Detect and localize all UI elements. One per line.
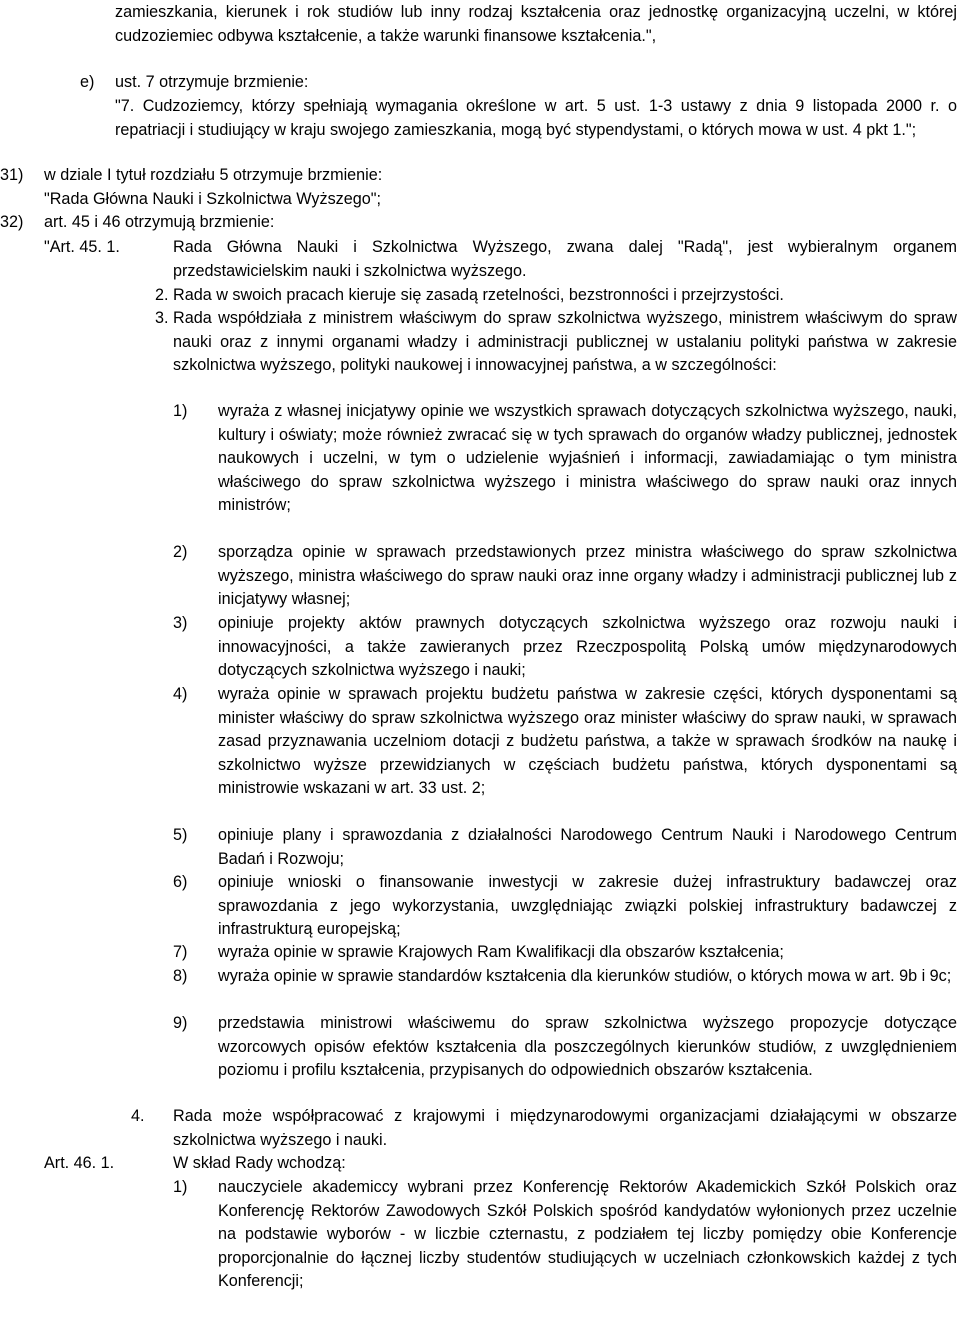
point-number: 2): [173, 543, 188, 561]
item-e-quote: "7. Cudzoziemcy, którzy spełniają wymagania określone w art. 5 ust. 1-3 ustawy z dnia 9 listopada 2000 r. o repatriacji i studiujący w kraju swojego zamieszkania, mogą być stypendystami, o których mowa w ust. 4 pkt 1.";: [115, 97, 957, 139]
point-text: opiniuje wnioski o finansowanie inwestycji w zakresie dużej infrastruktury badawczej oraz sprawozdania z jego wykorzystania, uwzględniając związki polskiej infrastruktury badawczej z infrastrukturą europejską;: [218, 873, 957, 938]
point-number: 7): [173, 943, 188, 961]
article-45-label: "Art. 45. 1.: [44, 238, 120, 256]
paragraph-continuation: zamieszkania, kierunek i rok studiów lub inny rodzaj kształcenia oraz jednostkę organizacyjną uczelni, w której cudzoziemiec odbywa kształcenie, a także warunki finansowe kształcenia.",: [115, 3, 957, 45]
point-number: 1): [173, 402, 188, 420]
article-46-paragraph-1: W skład Rady wchodzą:: [173, 1154, 346, 1172]
point-text: wyraża opinie w sprawie standardów kształcenia dla kierunków studiów, o których mowa w art. 9b i 9c;: [218, 967, 952, 985]
point-text: nauczyciele akademiccy wybrani przez Konferencję Rektorów Akademickich Szkół Polskich oraz Konferencję Rektorów Zawodowych Szkół Polskich spośród kandydatów wyłonionych przez uczelnie na podstawie wyborów - w liczbie czternastu, z podziałem tej liczby pomiędzy obie Konferencje proporcjonalnie do łącznej liczby studentów studiujących w uczelniach członkowskich każdej z tych Konferencji;: [218, 1178, 957, 1290]
item-31-quote: "Rada Główna Nauki i Szkolnictwa Wyższego";: [44, 190, 382, 208]
point-text: wyraża opinie w sprawach projektu budżetu państwa w zakresie części, których dysponentami są minister właściwy do spraw szkolnictwa wyższego oraz minister właściwy do spraw nauki, w sprawach zasad przyznawania uczelniom dotacji z budżetu państwa, a także w sprawach środków na naukę i szkolnictwo wyższe przewidzianych w częściach budżetu państwa, których dysponentami są ministrowie wskazani w art. 33 ust. 2;: [218, 685, 957, 797]
point-number: 1): [173, 1178, 188, 1196]
point-number: 4): [173, 685, 188, 703]
paragraph-number-4: 4.: [131, 1107, 145, 1125]
point-number: 6): [173, 873, 188, 891]
item-32-text: art. 45 i 46 otrzymują brzmienie:: [44, 213, 275, 231]
point-text: wyraża z własnej inicjatywy opinie we wszystkich sprawach dotyczących szkolnictwa wyższego, nauki, kultury i oświaty; może również zwracać się w tych sprawach do organów władzy publicznej, jednostek naukowych i uczelni, w tym o udzielenie wyjaśnień i informacji, zawiadamiając o tym ministra właściwego do spraw szkolnictwa wyższego i ministra właściwego do spraw nauki oraz innych ministrów;: [218, 402, 957, 514]
point-text: sporządza opinie w sprawach przedstawionych przez ministra właściwego do spraw szkolnictwa wyższego, ministra właściwego do spraw nauki oraz inne organy władzy i administracji publicznej lub z inicjatywy własnej;: [218, 543, 957, 608]
point-number: 5): [173, 826, 188, 844]
article-45-paragraph-1: Rada Główna Nauki i Szkolnictwa Wyższego, zwana dalej "Radą", jest wybieralnym organem przedstawicielskim nauki i szkolnictwa wyższego.: [173, 238, 957, 280]
paragraph-number-3: 3.: [155, 309, 169, 327]
article-45-paragraph-4: Rada może współpracować z krajowymi i międzynarodowymi organizacjami działającymi w obszarze szkolnictwa wyższego i nauki.: [173, 1107, 957, 1149]
point-text: wyraża opinie w sprawie Krajowych Ram Kwalifikacji dla obszarów kształcenia;: [218, 943, 784, 961]
point-text: przedstawia ministrowi właściwemu do spraw szkolnictwa wyższego propozycje dotyczące wzorcowych opisów efektów kształcenia dla poszczególnych kierunków studiów, z uwzględnieniem poziomu i profilu kształcenia, przypisanych do odpowiednich obszarów kształcenia.: [218, 1014, 957, 1079]
article-45-paragraph-3: Rada współdziała z ministrem właściwym do spraw szkolnictwa wyższego, ministrem właściwym do spraw nauki oraz z innymi organami władzy i administracji publicznej w ustalaniu polityki państwa w zakresie szkolnictwa wyższego, polityki naukowej i innowacyjnej państwa, a w szczególności:: [173, 309, 957, 374]
item-number-32: 32): [0, 213, 24, 231]
item-number-31: 31): [0, 166, 24, 184]
item-label-e: e): [80, 73, 95, 91]
article-45-paragraph-2: Rada w swoich pracach kieruje się zasadą rzetelności, bezstronności i przejrzystości.: [173, 286, 784, 304]
point-number: 3): [173, 614, 188, 632]
point-number: 9): [173, 1014, 188, 1032]
item-31-text: w dziale I tytuł rozdziału 5 otrzymuje brzmienie:: [44, 166, 383, 184]
point-text: opiniuje projekty aktów prawnych dotyczących szkolnictwa wyższego oraz rozwoju nauki i innowacyjności, a także zawieranych przez Rzeczpospolitą Polską umów międzynarodowych dotyczących szkolnictwa wyższego i nauki;: [218, 614, 957, 679]
point-number: 8): [173, 967, 188, 985]
article-46-label: Art. 46. 1.: [44, 1154, 115, 1172]
item-e-text: ust. 7 otrzymuje brzmienie:: [115, 73, 309, 91]
paragraph-number-2: 2.: [155, 286, 169, 304]
point-text: opiniuje plany i sprawozdania z działalności Narodowego Centrum Nauki i Narodowego Centrum Badań i Rozwoju;: [218, 826, 957, 868]
